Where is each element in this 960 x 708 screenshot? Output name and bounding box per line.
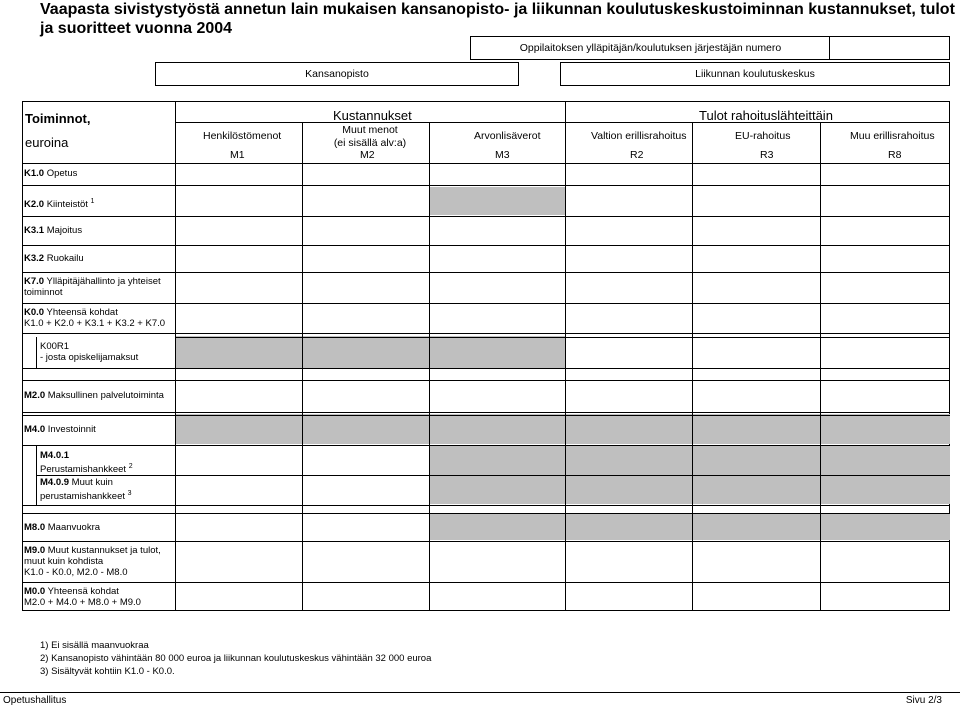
row-k0-code: K0.0 (24, 307, 45, 318)
row-k31-code: K3.1 (24, 225, 45, 236)
org-number-field[interactable] (829, 36, 950, 60)
row-k0-text: Yhteensä kohdat (44, 307, 118, 318)
row-k0-text2: K1.0 + K2.0 + K3.1 + K3.2 + K7.0 (24, 318, 166, 329)
row-k31 (24, 225, 82, 236)
code-m3: M3 (495, 149, 510, 161)
row-k7-code: K7.0 (24, 276, 45, 287)
header-kustannukset: Kustannukset (333, 108, 412, 123)
row-line (22, 272, 950, 273)
code-r2: R2 (630, 149, 644, 161)
row-line (22, 185, 950, 186)
row-k1-text: Opetus (44, 168, 78, 179)
gray-m8-m3 (429, 514, 950, 540)
row-k2-sup: 1 (90, 198, 95, 205)
row-k0 (24, 307, 165, 329)
col-valtion: Valtion erillisrahoitus (591, 130, 687, 142)
row-line (36, 475, 950, 476)
row-m8 (24, 522, 100, 533)
row-m2-code: M2.0 (24, 390, 46, 401)
row-m409 (40, 477, 132, 502)
row-line (22, 513, 950, 514)
col-muut-menot-1: Muut menot (342, 124, 398, 136)
row-m0-text2: M2.0 + M4.0 + M8.0 + M9.0 (24, 597, 141, 608)
row-m409-text2: perustamishankkeet (40, 491, 128, 503)
kansanopisto-label: Kansanopisto (305, 68, 369, 80)
row-line (175, 337, 950, 338)
gray-k2-m3 (429, 187, 565, 215)
row-m9 (24, 545, 161, 578)
row-m0 (24, 586, 141, 608)
indent-line (36, 337, 37, 368)
header-euroina: euroina (25, 135, 69, 150)
row-m9-text3: K1.0 - K0.0, M2.0 - M8.0 (24, 567, 128, 578)
col-muut-menot (320, 124, 420, 150)
col-line (565, 101, 566, 611)
row-k7-text: Ylläpitäjähallinto ja yhteiset (44, 276, 161, 287)
row-m9-code: M9.0 (24, 545, 46, 556)
row-k32-text: Ruokailu (44, 253, 84, 264)
org-number-label-box (470, 36, 830, 60)
gray-m4-all (175, 414, 950, 444)
row-m4-code: M4.0 (24, 424, 46, 435)
row-m2-text: Maksullinen palvelutoiminta (45, 390, 164, 401)
col-arvonlisaverot: Arvonlisäverot (474, 130, 541, 142)
row-m409-sup: 3 (127, 490, 132, 497)
row-m0-text: Yhteensä kohdat (45, 586, 119, 597)
liikunnan-box[interactable] (560, 62, 950, 86)
row-k2-code: K2.0 (24, 199, 45, 211)
row-line (22, 541, 950, 542)
indent-line (36, 445, 37, 505)
row-m9-text: Muut kustannukset ja tulot, (45, 545, 161, 556)
row-m409-text: Muut kuin (69, 477, 113, 488)
row-line (22, 216, 950, 217)
row-line (22, 505, 950, 506)
row-line (22, 445, 950, 446)
row-k7-text2: toiminnot (24, 287, 63, 298)
row-line (22, 380, 950, 381)
col-muut-menot-2: (ei sisällä alv:a) (333, 137, 407, 149)
code-r3: R3 (760, 149, 774, 161)
row-m4-text: Investoinnit (45, 424, 96, 435)
row-k00r1-code: K00R1 (40, 341, 70, 352)
col-eu: EU-rahoitus (735, 130, 791, 142)
row-m8-text: Maanvuokra (45, 522, 101, 533)
footnote-3: 3) Sisältyvät kohtiin K1.0 - K0.0. (40, 666, 175, 677)
row-m401-sup: 2 (128, 463, 133, 470)
header-bottom (22, 163, 950, 164)
row-line (22, 333, 950, 334)
row-m409-code: M4.0.9 (40, 477, 70, 488)
footer-divider (0, 692, 960, 693)
gray-k00r1 (175, 336, 565, 368)
org-number-label: Oppilaitoksen ylläpitäjän/koulutuksen järjestäjän numero (519, 42, 782, 54)
footer-right: Sivu 2/3 (905, 695, 942, 706)
liikunnan-label: Liikunnan koulutuskeskus (695, 68, 815, 80)
row-k00r1 (40, 341, 138, 363)
code-r8: R8 (888, 149, 902, 161)
row-line (22, 245, 950, 246)
col-line (692, 122, 693, 611)
row-line (22, 412, 950, 413)
row-k2 (24, 196, 94, 210)
header-tulot: Tulot rahoituslähteittäin (699, 108, 833, 123)
row-m4 (24, 424, 96, 435)
footer-left: Opetushallitus (3, 695, 67, 706)
row-k00r1-text: - josta opiskelijamaksut (40, 352, 139, 363)
col-line (429, 122, 430, 611)
col-muu: Muu erillisrahoitus (850, 130, 935, 142)
kansanopisto-box[interactable] (155, 62, 519, 86)
col-line (820, 122, 821, 611)
row-k1-code: K1.0 (24, 168, 45, 179)
code-m2: M2 (360, 149, 375, 161)
code-m1: M1 (230, 149, 245, 161)
row-m0-code: M0.0 (24, 586, 46, 597)
row-m401-code: M4.0.1 (40, 450, 70, 461)
row-k31-text: Majoitus (44, 225, 83, 236)
row-k2-text: Kiinteistöt (44, 199, 91, 211)
col-line (302, 122, 303, 611)
footnote-2: 2) Kansanopisto vähintään 80 000 euroa ja liikunnan koulutuskeskus vähintään 32 000 euroa (40, 653, 432, 664)
header-toiminnot: Toiminnot, (25, 111, 91, 126)
col-line (175, 101, 176, 611)
row-k7 (24, 276, 161, 298)
row-m9-text2: muut kuin kohdista (24, 556, 104, 567)
row-m401-text: Perustamishankkeet (40, 464, 129, 476)
row-line (22, 582, 950, 583)
page-title: Vaapasta sivistystyöstä annetun lain mukaisen kansanopisto- ja liikunnan koulutuskeskustoiminnan kustannukset, tulot ja suoritteet vuonna 2004 (40, 1, 955, 37)
footnote-1: 1) Ei sisällä maanvuokraa (40, 640, 149, 651)
row-m2 (24, 390, 164, 401)
row-k32 (24, 253, 84, 264)
header-divider (175, 122, 950, 123)
row-line (22, 303, 950, 304)
row-k32-code: K3.2 (24, 253, 45, 264)
row-m8-code: M8.0 (24, 522, 46, 533)
row-m401 (40, 450, 133, 475)
col-henkilosto: Henkilöstömenot (203, 130, 282, 142)
row-line (22, 368, 950, 369)
row-line (22, 415, 950, 416)
row-k1 (24, 168, 77, 179)
